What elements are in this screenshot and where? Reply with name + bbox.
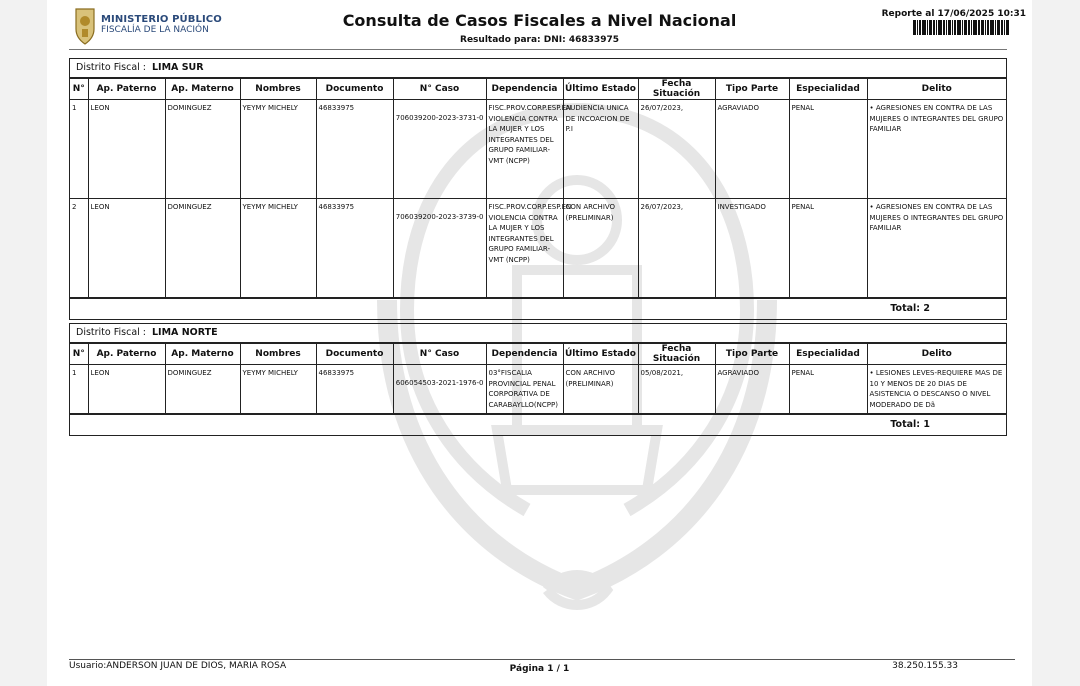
cell-num: 1 [70, 365, 88, 414]
cell-especialidad: PENAL [789, 365, 867, 414]
col-header-ap-materno: Ap. Materno [165, 79, 240, 100]
cell-nombres: YEYMY MICHELY [240, 199, 316, 298]
col-header-num: N° [70, 344, 88, 365]
col-header-num: N° [70, 79, 88, 100]
logo-org-name: MINISTERIO PÚBLICO [101, 14, 222, 25]
cell-num: 2 [70, 199, 88, 298]
col-header-ap-paterno: Ap. Paterno [88, 344, 165, 365]
cell-documento: 46833975 [316, 100, 393, 199]
cell-fecha-situacion: 05/08/2021, [638, 365, 715, 414]
cell-delito: • AGRESIONES EN CONTRA DE LAS MUJERES O INTEGRANTES DEL GRUPO FAMILIAR [867, 199, 1006, 298]
col-header-ap-paterno: Ap. Paterno [88, 79, 165, 100]
district-header [70, 324, 1006, 343]
col-header-tipo-parte: Tipo Parte [715, 79, 789, 100]
col-header-ultimo-estado: Último Estado [563, 344, 638, 365]
table-row [70, 100, 1006, 199]
col-header-documento: Documento [316, 79, 393, 100]
table-row [70, 365, 1006, 414]
cell-ap-materno: DOMINGUEZ [165, 365, 240, 414]
cell-ultimo-estado: CON ARCHIVO (PRELIMINAR) [563, 199, 638, 298]
col-header-ap-materno: Ap. Materno [165, 344, 240, 365]
cell-caso: 606054503-2021-1976-0 [393, 365, 486, 414]
col-header-caso: N° Caso [393, 344, 486, 365]
cell-tipo-parte: AGRAVIADO [715, 365, 789, 414]
col-header-fecha-situacion: Fecha Situación [638, 79, 715, 100]
cell-tipo-parte: INVESTIGADO [715, 199, 789, 298]
cell-num: 1 [70, 100, 88, 199]
cell-ultimo-estado: AUDIENCIA UNICA DE INCOACION DE P.I [563, 100, 638, 199]
col-header-delito: Delito [867, 79, 1006, 100]
cell-documento: 46833975 [316, 199, 393, 298]
cell-nombres: YEYMY MICHELY [240, 365, 316, 414]
col-header-tipo-parte: Tipo Parte [715, 344, 789, 365]
col-header-dependencia: Dependencia [486, 344, 563, 365]
logo-org-subtitle: FISCALÍA DE LA NACIÓN [101, 25, 209, 35]
cases-table [70, 78, 1006, 298]
district-section-lima-norte [69, 323, 1007, 436]
col-header-dependencia: Dependencia [486, 79, 563, 100]
cell-ap-materno: DOMINGUEZ [165, 199, 240, 298]
cell-delito: • LESIONES LEVES-REQUIERE MAS DE 10 Y MENOS DE 20 DIAS DE ASISTENCIA O DESCANSO O NIVEL MODERADO DE Dã [867, 365, 1006, 414]
district-label: Distrito Fiscal : [76, 62, 146, 73]
barcode-icon [913, 20, 1032, 35]
cell-fecha-situacion: 26/07/2023, [638, 100, 715, 199]
footer-ip-address: 38.250.155.33 [892, 661, 958, 671]
cell-ap-materno: DOMINGUEZ [165, 100, 240, 199]
col-header-especialidad: Especialidad [789, 79, 867, 100]
page-title: Consulta de Casos Fiscales a Nivel Nacional [342, 11, 737, 30]
footer-divider [69, 659, 1015, 660]
district-label: Distrito Fiscal : [76, 327, 146, 338]
footer-page-number: Página 1 / 1 [509, 664, 570, 674]
col-header-delito: Delito [867, 344, 1006, 365]
report-timestamp: Reporte al 17/06/2025 10:31 [881, 9, 1026, 19]
cell-ultimo-estado: CON ARCHIVO (PRELIMINAR) [563, 365, 638, 414]
cell-dependencia: FISC.PROV.CORP.ESP.EN VIOLENCIA CONTRA LA MUJER Y LOS INTEGRANTES DEL GRUPO FAMILIAR-VMT (NCPP) [486, 199, 563, 298]
cell-documento: 46833975 [316, 365, 393, 414]
district-total: Total: 2 [70, 298, 1006, 319]
district-header [70, 59, 1006, 78]
header-divider [69, 49, 1007, 50]
col-header-fecha-situacion: Fecha Situación [638, 344, 715, 365]
cell-dependencia: 03°FISCALIA PROVINCIAL PENAL CORPORATIVA DE CARABAYLLO(NCPP) [486, 365, 563, 414]
district-total: Total: 1 [70, 414, 1006, 435]
col-header-ultimo-estado: Último Estado [563, 79, 638, 100]
district-name: LIMA SUR [152, 62, 204, 73]
cell-especialidad: PENAL [789, 100, 867, 199]
result-for-dni: Resultado para: DNI: 46833975 [460, 35, 619, 45]
district-name: LIMA NORTE [152, 327, 218, 338]
cases-table [70, 343, 1006, 414]
col-header-documento: Documento [316, 344, 393, 365]
cell-caso: 706039200-2023-3731-0 [393, 100, 486, 199]
col-header-especialidad: Especialidad [789, 344, 867, 365]
cell-tipo-parte: AGRAVIADO [715, 100, 789, 199]
cell-delito: • AGRESIONES EN CONTRA DE LAS MUJERES O INTEGRANTES DEL GRUPO FAMILIAR [867, 100, 1006, 199]
cell-especialidad: PENAL [789, 199, 867, 298]
district-section-lima-sur [69, 58, 1007, 320]
footer-user: Usuario:ANDERSON JUAN DE DIOS, MARIA ROSA [69, 661, 287, 671]
cell-ap-paterno: LEON [88, 100, 165, 199]
cell-ap-paterno: LEON [88, 199, 165, 298]
report-page [47, 0, 1032, 686]
cell-fecha-situacion: 26/07/2023, [638, 199, 715, 298]
cell-caso: 706039200-2023-3739-0 [393, 199, 486, 298]
col-header-nombres: Nombres [240, 344, 316, 365]
cell-ap-paterno: LEON [88, 365, 165, 414]
table-row [70, 199, 1006, 298]
cell-dependencia: FISC.PROV.CORP.ESP.EN VIOLENCIA CONTRA LA MUJER Y LOS INTEGRANTES DEL GRUPO FAMILIAR-VMT (NCPP) [486, 100, 563, 199]
col-header-caso: N° Caso [393, 79, 486, 100]
cell-nombres: YEYMY MICHELY [240, 100, 316, 199]
col-header-nombres: Nombres [240, 79, 316, 100]
